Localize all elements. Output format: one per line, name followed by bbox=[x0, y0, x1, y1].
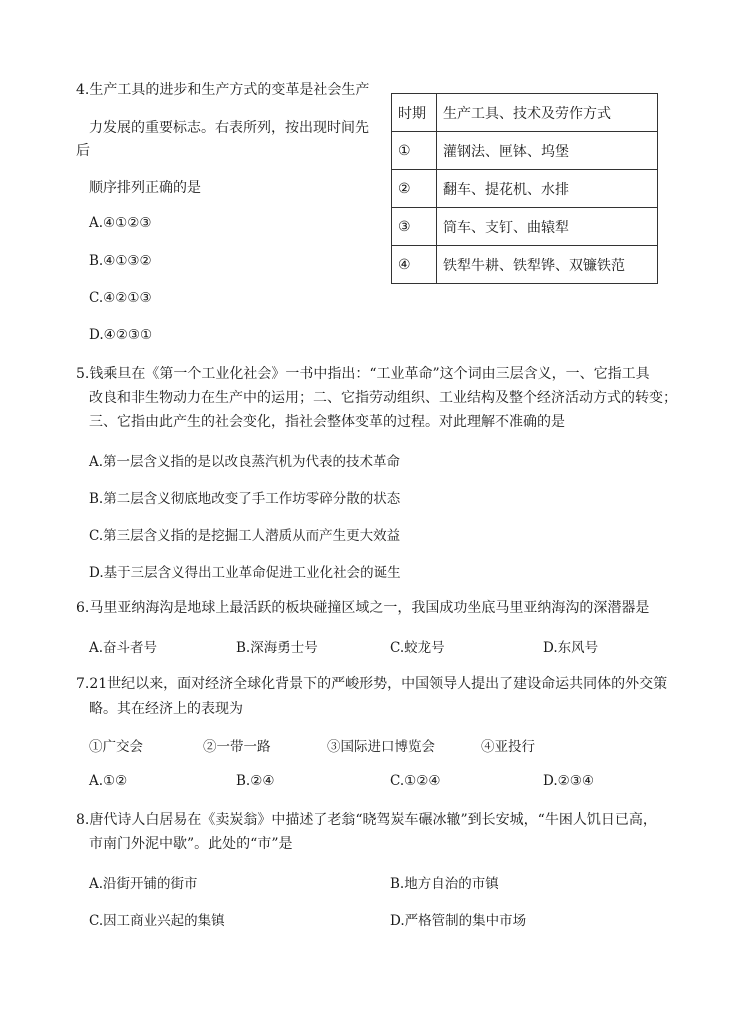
table-row bbox=[392, 208, 658, 246]
q4-stem-line4: 顺序排列正确的是 bbox=[89, 180, 201, 196]
table-cell: 灌钢法、匣钵、坞堡 bbox=[437, 132, 658, 170]
q4-stem-line2: 力发展的重要标志。右表所列，按出现时间先 bbox=[89, 120, 369, 136]
q7-option-d: D.②③④ bbox=[543, 773, 594, 789]
q4-option-a: A.④①②③ bbox=[89, 215, 152, 231]
q4-option-c: C.④②①③ bbox=[89, 290, 152, 306]
q5-stem-line2: 改良和非生物动力在生产中的运用；二、它指劳动组织、工业结构及整个经济活动方式的转变； bbox=[89, 390, 677, 406]
q7-option-a: A.①② bbox=[89, 773, 128, 789]
table-cell: ③ bbox=[392, 208, 437, 246]
q6-option-b: B.深海勇士号 bbox=[236, 640, 318, 656]
q8-option-a: A.沿街开铺的街市 bbox=[89, 876, 198, 892]
q7-item-4: ④亚投行 bbox=[481, 739, 535, 755]
table-row bbox=[392, 246, 658, 284]
q5-stem-line1: 5.钱乘旦在《第一个工业化社会》一书中指出：“工业革命”这个词由三层含义，一、它指工具 bbox=[76, 366, 650, 382]
q8-stem-line2: 市南门外泥中歇”。此处的“市”是 bbox=[89, 836, 293, 852]
q6-option-a: A.奋斗者号 bbox=[89, 640, 158, 656]
q7-stem-line1: 7.21世纪以来，面对经济全球化背景下的严峻形势，中国领导人提出了建设命运共同体的外交策 bbox=[76, 676, 668, 692]
table-cell: 翻车、提花机、水排 bbox=[437, 170, 658, 208]
q4-stem-line3: 后 bbox=[76, 143, 90, 159]
q5-option-c: C.第三层含义指的是挖掘工人潜质从而产生更大效益 bbox=[89, 528, 401, 544]
table-cell: 铁犁牛耕、铁犁铧、双镰铁范 bbox=[437, 246, 658, 284]
q5-stem-line3: 三、它指由此产生的社会变化，指社会整体变革的过程。对此理解不准确的是 bbox=[89, 414, 565, 430]
q4-era-table bbox=[391, 93, 658, 284]
table-cell: ② bbox=[392, 170, 437, 208]
q4-stem-line1: 4.生产工具的进步和生产方式的变革是社会生产 bbox=[76, 82, 370, 98]
q6-stem-line1: 6.马里亚纳海沟是地球上最活跃的板块碰撞区域之一，我国成功坐底马里亚纳海沟的深潜器是 bbox=[76, 600, 650, 616]
q5-option-d: D.基于三层含义得出工业革命促进工业化社会的诞生 bbox=[89, 565, 401, 581]
table-header-cell: 生产工具、技术及劳作方式 bbox=[437, 94, 658, 132]
table-row bbox=[392, 170, 658, 208]
table-cell: 筒车、支钉、曲辕犁 bbox=[437, 208, 658, 246]
table-header-cell: 时期 bbox=[392, 94, 437, 132]
q4-option-b: B.④①③② bbox=[89, 253, 152, 269]
q6-option-d: D.东风号 bbox=[543, 640, 599, 656]
table-cell: ① bbox=[392, 132, 437, 170]
q8-option-b: B.地方自治的市镇 bbox=[390, 876, 499, 892]
table-cell: ④ bbox=[392, 246, 437, 284]
q7-item-3: ③国际进口博览会 bbox=[327, 739, 435, 755]
table-header-row bbox=[392, 94, 658, 132]
q8-stem-line1: 8.唐代诗人白居易在《卖炭翁》中描述了老翁“晓驾炭车碾冰辙”到长安城，“牛困人饥日已高， bbox=[76, 812, 657, 828]
q5-option-a: A.第一层含义指的是以改良蒸汽机为代表的技术革命 bbox=[89, 454, 401, 470]
q8-option-c: C.因工商业兴起的集镇 bbox=[89, 913, 225, 929]
q7-item-1: ①广交会 bbox=[89, 739, 143, 755]
q7-stem-line2: 略。其在经济上的表现为 bbox=[89, 701, 243, 717]
q5-option-b: B.第二层含义彻底地改变了手工作坊零碎分散的状态 bbox=[89, 491, 401, 507]
q6-option-c: C.蛟龙号 bbox=[390, 640, 445, 656]
q7-item-2: ②一带一路 bbox=[203, 739, 271, 755]
table-row bbox=[392, 132, 658, 170]
q4-option-d: D.④②③① bbox=[89, 327, 153, 343]
q7-option-b: B.②④ bbox=[236, 773, 275, 789]
q7-option-c: C.①②④ bbox=[390, 773, 441, 789]
q8-option-d: D.严格管制的集中市场 bbox=[390, 913, 527, 929]
